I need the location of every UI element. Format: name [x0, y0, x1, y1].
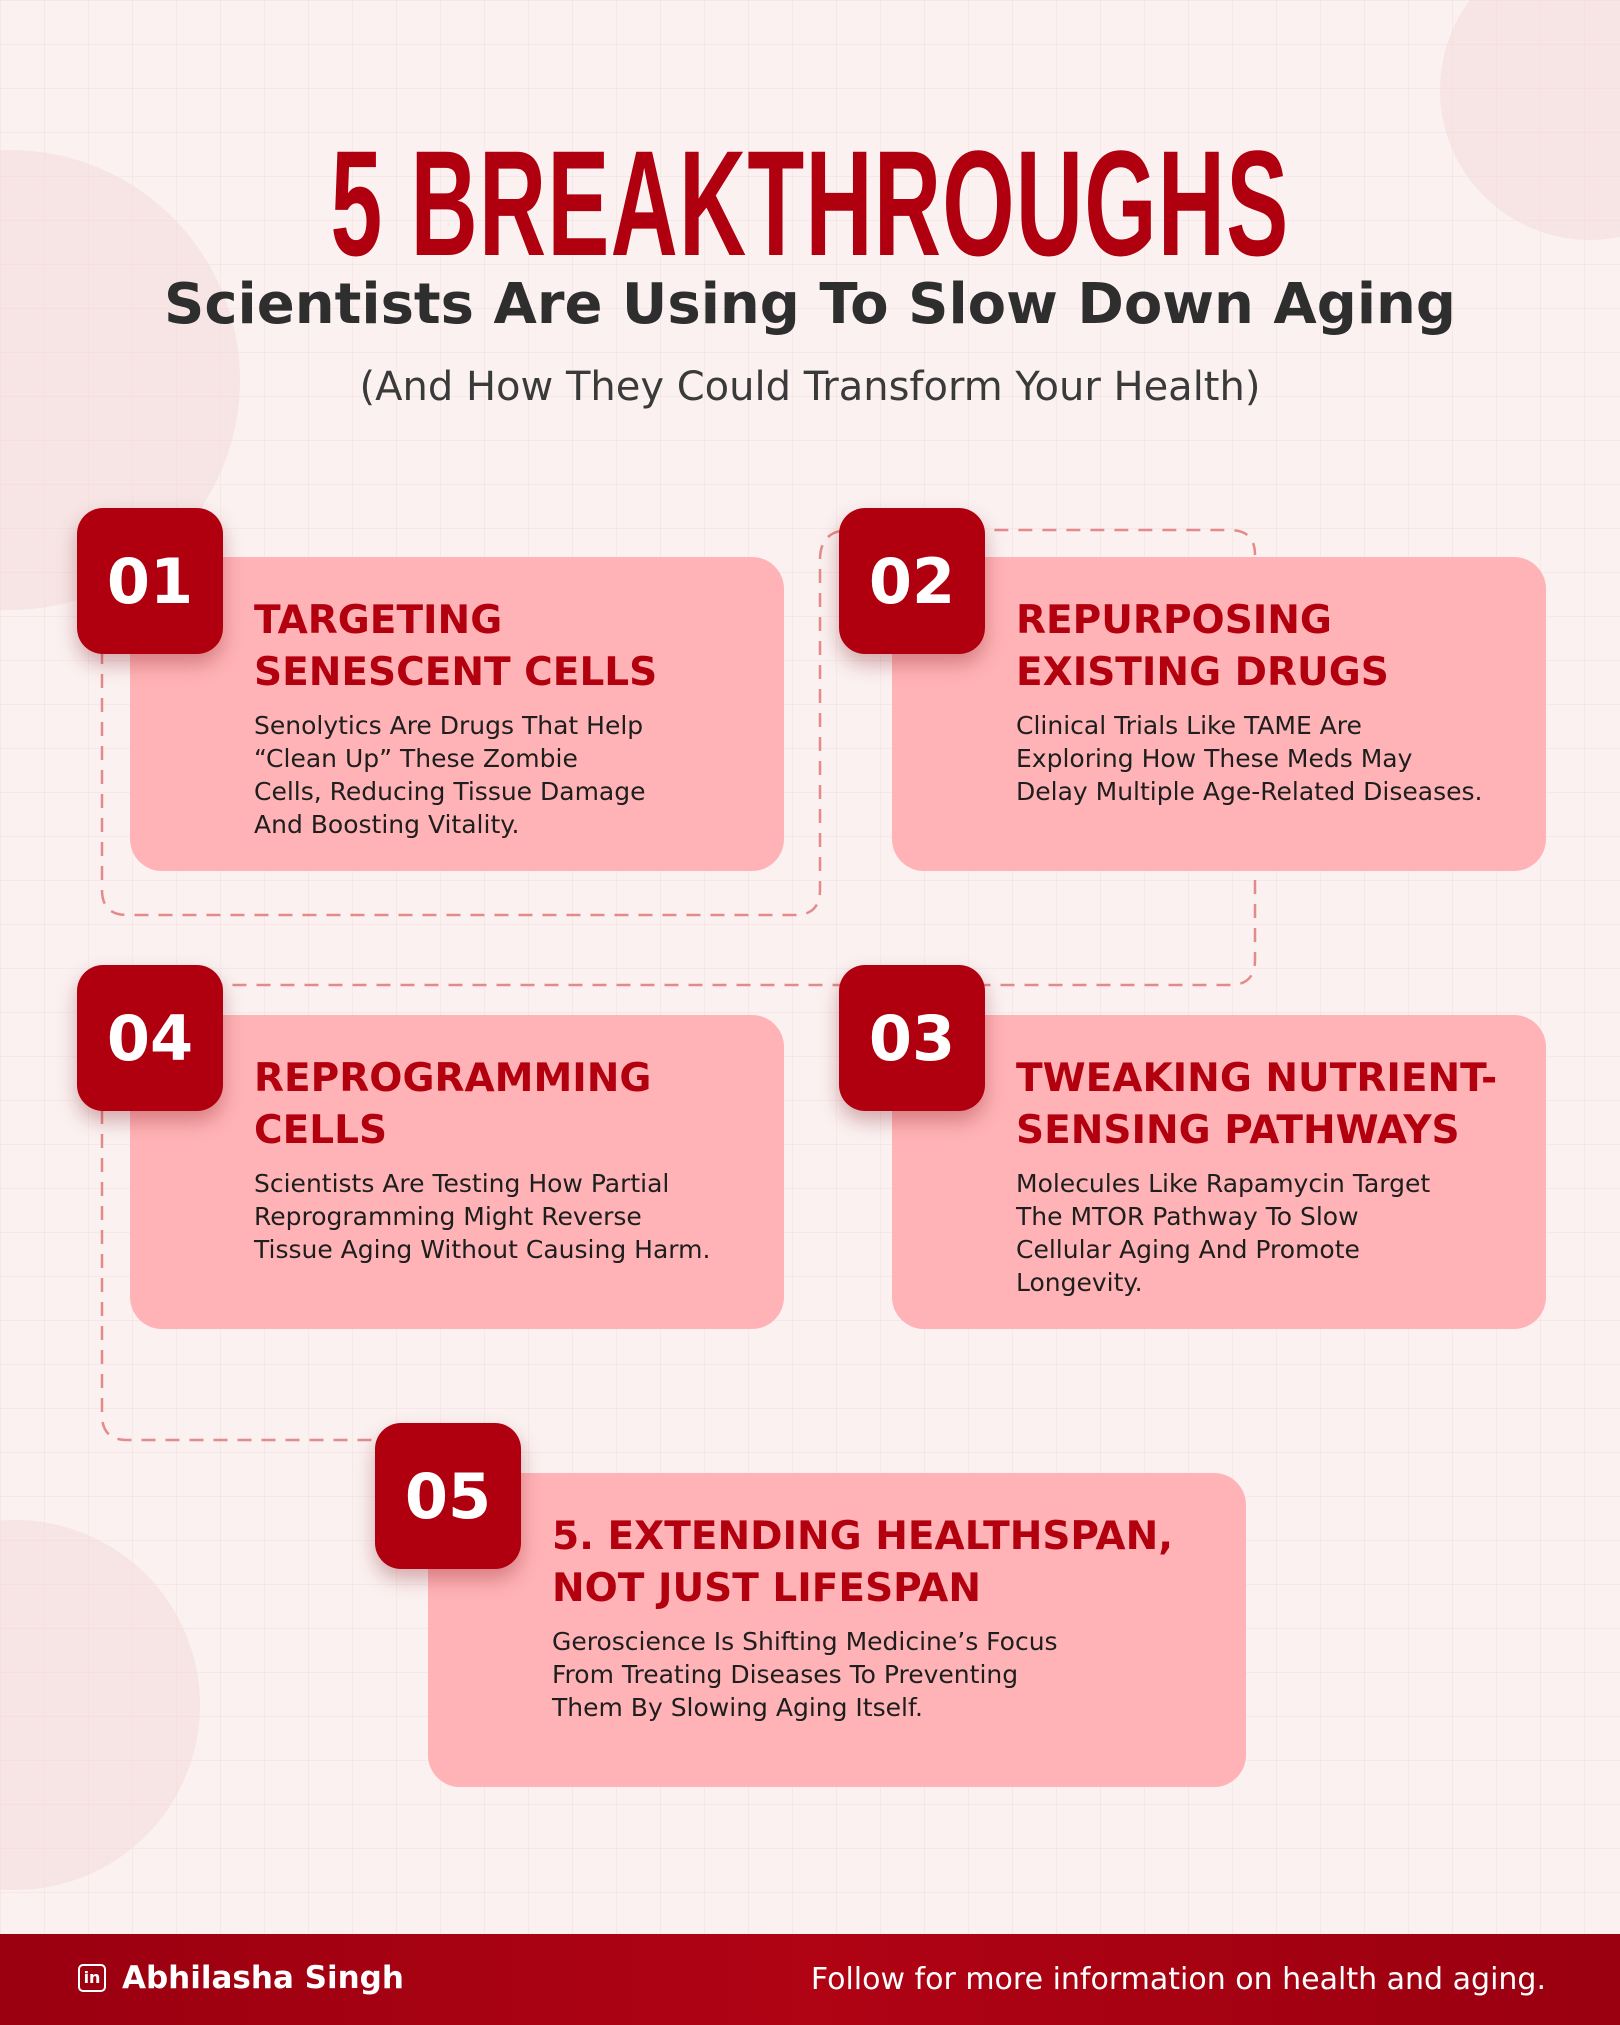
card-description: Geroscience Is Shifting Medicine’s Focus From Treating Diseases To Preventing Them By Slowing Aging Itself.: [552, 1627, 1058, 1722]
card-description: Clinical Trials Like TAME Are Exploring How These Meds May Delay Multiple Age-Related Diseases.: [1016, 711, 1483, 806]
badge-02: 02: [839, 508, 985, 654]
card-title: TARGETING SENESCENT CELLS: [254, 598, 658, 695]
author-name: Abhilasha Singh: [122, 1960, 404, 1996]
footer-bar: [0, 1934, 1620, 2025]
card-description: Scientists Are Testing How Partial Reprogramming Might Reverse Tissue Aging Without Causing Harm.: [254, 1169, 711, 1264]
card-03: [892, 1015, 1546, 1329]
tagline: (And How They Could Transform Your Health): [359, 364, 1261, 410]
card-04: [130, 1015, 784, 1329]
card-02: [892, 557, 1546, 871]
card-title: REPURPOSING EXISTING DRUGS: [1016, 598, 1389, 695]
badge-05: 05: [375, 1423, 521, 1569]
card-title: REPROGRAMMING CELLS: [254, 1056, 652, 1153]
author-link[interactable]: [78, 1960, 404, 1996]
badge-04: 04: [77, 965, 223, 1111]
subtitle: Scientists Are Using To Slow Down Aging: [164, 272, 1456, 337]
card-01: [130, 557, 784, 871]
card-title: 5. EXTENDING HEALTHSPAN, NOT JUST LIFESPAN: [552, 1514, 1174, 1611]
card-description: Molecules Like Rapamycin Target The MTOR Pathway To Slow Cellular Aging And Promote Longevity.: [1016, 1169, 1431, 1297]
card-05: [428, 1473, 1246, 1787]
headline: 5 BREAKTHROUGHS: [330, 119, 1290, 287]
card-title: TWEAKING NUTRIENT- SENSING PATHWAYS: [1016, 1056, 1498, 1153]
linkedin-icon: in: [78, 1964, 106, 1992]
badge-03: 03: [839, 965, 985, 1111]
card-description: Senolytics Are Drugs That Help “Clean Up” These Zombie Cells, Reducing Tissue Damage And Boosting Vitality.: [254, 711, 646, 839]
badge-01: 01: [77, 508, 223, 654]
footer-cta: Follow for more information on health and aging.: [810, 1962, 1546, 1997]
